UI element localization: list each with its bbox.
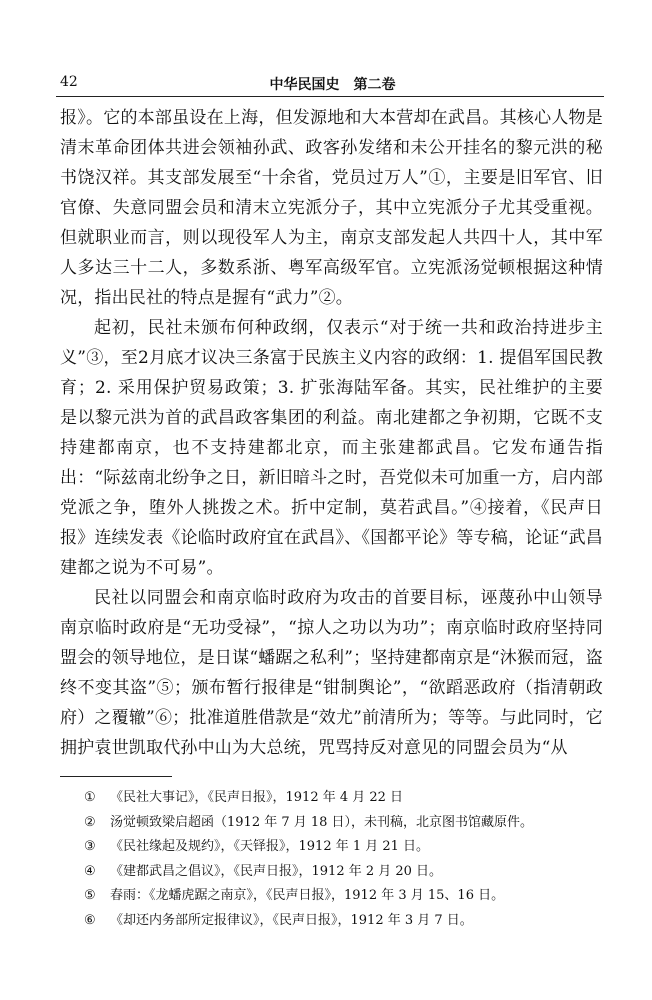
footnote-text: 春雨：《龙蟠虎踞之南京》，《民声日报》，1912 年 3 月 15、16 日。 [110,888,505,903]
footnote [84,909,604,934]
paragraph-continued: 报》。它的本部虽设在上海，但发源地和大本营却在武昌。其核心人物是清末革命团体共进会领袖孙武、政客孙发绪和未公开挂名的黎元洪的秘书饶汉祥。其支部发展至“十余省，党员过万人”①，主要是旧军官、旧官僚、失意同盟会员和清末立宪派分子，其中立宪派分子尤其受重视。但就职业而言，则以现役军人为主，南京支部发起人共四十人，其中军人多达三十二人，多数系浙、粤军高级军官。立宪派汤觉顿根据这种情况，指出民社的特点是握有“武力”②。 [60,108,603,308]
footnote [84,884,604,909]
paragraph: 起初，民社未颁布何种政纲，仅表示“对于统一共和政治持进步主义”③，至2月底才议决三条富于民族主义内容的政纲：1. 提倡军国民教育；2. 采用保护贸易政策；3. 扩张海陆军备。其实，民社维护的主要是以黎元洪为首的武昌政客集团的利益。南北建都之争初期，它既不支持建都南京，也不支持建都北京，而主张建都武昌。它发布通告指出：“际兹南北纷争之日，新旧暗斗之时，吾党似未可加重一方，启内部党派之争，堕外人挑拨之术。折中定制，莫若武昌。”④接着，《民声日报》连续发表《论临时政府宜在武昌》、《国都平论》等专稿，论证“武昌建都之说为不可易”。 [60,318,603,578]
footnote [84,786,604,811]
footnote-marker: ⑥ [84,912,96,928]
footnote [84,811,604,836]
body-text [60,103,603,763]
footnote-text: 《却还内务部所定报律议》，《民声日报》，1912 年 3 月 7 日。 [110,912,473,928]
footnote-marker: ① [84,790,96,805]
running-title: 中华民国史 第二卷 [269,77,396,93]
paragraph: 民社以同盟会和南京临时政府为攻击的首要目标，诬蔑孙中山领导南京临时政府是“无功受禄”，“掠人之功以为功”；南京临时政府坚持同盟会的领导地位，是日谋“蟠踞之私利”；坚持建都南京是“沐猴而冠，盗终不变其盗”⑤；颁布暂行报律是“钳制舆论”，“欲蹈恶政府（指清朝政府）之覆辙”⑥；批准道胜借款是“效尤”前清所为；等等。与此同时，它拥护袁世凯取代孙中山为大总统，咒骂持反对意见的同盟会员为“从 [60,588,603,758]
footnote-text: 《民社大事记》，《民声日报》，1912 年 4 月 22 日 [110,790,404,805]
footnote-marker: ② [84,814,96,830]
page-header [60,74,605,98]
footnote-separator [60,776,172,777]
footnote-text: 《民社缘起及规约》，《天铎报》，1912 年 1 月 21 日。 [110,839,430,854]
footnote [84,835,604,860]
footnote-marker: ⑤ [84,888,96,903]
footnote-text: 《建都武昌之倡议》，《民声日报》，1912 年 2 月 20 日。 [110,863,443,879]
footnotes [84,786,604,933]
header-rule [56,96,604,97]
footnote-text: 汤觉顿致梁启超函（1912 年 7 月 18 日），未刊稿，北京图书馆藏原件。 [110,814,534,830]
page-number: 42 [60,74,78,90]
footnote-marker: ③ [84,839,96,854]
footnote [84,860,604,885]
footnote-marker: ④ [84,863,96,879]
